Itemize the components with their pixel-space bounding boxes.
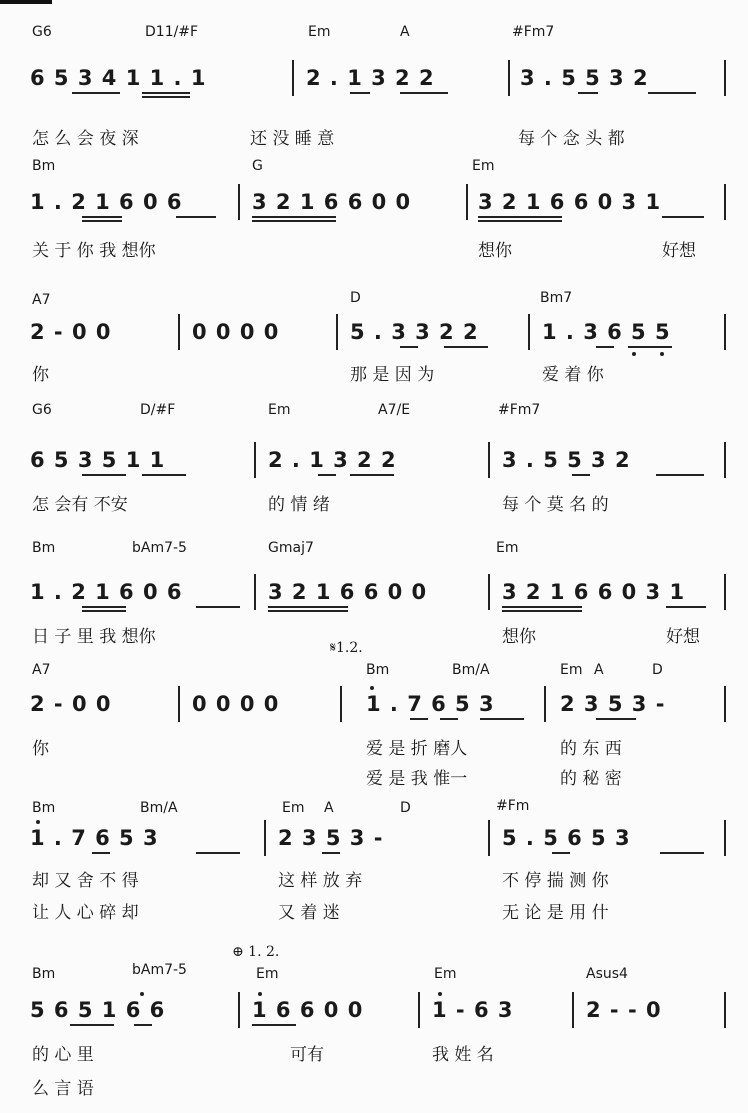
chord-label: Em (560, 662, 583, 678)
chord-label: A (400, 24, 410, 40)
high-octave-dot (140, 992, 144, 996)
measure-notes: 3 2 1 6 6 0 3 1 (502, 580, 686, 604)
bar-line (178, 686, 180, 722)
lyric-line: 日 子 里 我 想你 (32, 627, 156, 647)
bar-line (724, 992, 726, 1028)
note-underline (478, 220, 562, 222)
note-underline (666, 606, 706, 608)
measure-notes: 1 . 2 1 6 0 6 (30, 190, 183, 214)
chord-label: bAm7-5 (132, 540, 187, 556)
bar-line (254, 442, 256, 478)
note-underline (196, 606, 240, 608)
measure-notes: 0 0 0 0 (192, 692, 280, 716)
measure-notes: 2 . 1 3 2 2 (268, 448, 397, 472)
lyric-line: 爱 着 你 (542, 365, 604, 385)
bar-line (724, 820, 726, 856)
note-underline (252, 220, 336, 222)
bar-line (292, 60, 294, 96)
chord-label: D (350, 290, 361, 306)
note-underline (400, 346, 418, 348)
measure-notes: 3 . 5 5 3 2 (520, 66, 649, 90)
measure-notes: 2 . 1 3 2 2 (306, 66, 435, 90)
note-underline (82, 606, 126, 608)
lyric-line: 那 是 因 为 (350, 365, 435, 385)
note-underline (196, 852, 240, 854)
high-octave-dot (438, 992, 442, 996)
lyric-line: 还 没 睡 意 (250, 129, 335, 149)
chord-label: A (594, 662, 604, 678)
measure-notes: 5 6 5 1 6 6 (30, 998, 166, 1022)
chord-label: Gmaj7 (268, 540, 314, 556)
bar-line (508, 60, 510, 96)
note-underline (444, 346, 488, 348)
chord-label: G6 (32, 24, 52, 40)
note-underline (578, 92, 598, 94)
measure-notes: 2 3 5 3 - (278, 826, 384, 850)
lyric-line-verse2: 让 人 心 碎 却 (32, 903, 139, 923)
measure-notes: 0 0 0 0 (192, 320, 280, 344)
chord-label: Bm (32, 800, 56, 816)
bar-line (488, 820, 490, 856)
note-underline (572, 474, 590, 476)
bar-line (724, 314, 726, 350)
bar-line (544, 686, 546, 722)
note-underline (440, 718, 458, 720)
note-underline (502, 606, 582, 608)
chord-label: G (252, 158, 263, 174)
bar-line (724, 686, 726, 722)
note-underline (350, 92, 370, 94)
lyric-line: 却 又 舍 不 得 (32, 871, 139, 891)
note-underline (596, 718, 636, 720)
lyric-line: 不 停 揣 测 你 (502, 871, 609, 891)
chord-label: D (652, 662, 663, 678)
chord-label: #Fm7 (498, 402, 541, 418)
note-underline (72, 92, 120, 94)
bar-line (724, 442, 726, 478)
note-underline (82, 610, 126, 612)
chord-label: D11/#F (145, 24, 199, 40)
chord-label: Bm (366, 662, 390, 678)
lyric-line: 可有 (290, 1045, 324, 1065)
note-underline (350, 474, 394, 476)
note-underline (400, 92, 448, 94)
chord-label: Bm/A (140, 800, 178, 816)
bar-line (466, 184, 468, 220)
note-underline (176, 216, 216, 218)
chord-label: Em (434, 966, 457, 982)
chord-label: Bm (32, 540, 56, 556)
note-underline (268, 610, 348, 612)
chord-label: A7 (32, 662, 51, 678)
lyric-line: 好想 (662, 241, 696, 261)
chord-label: Asus4 (586, 966, 628, 982)
measure-notes: 3 . 5 5 3 2 (502, 448, 631, 472)
high-octave-dot (258, 992, 262, 996)
note-underline (252, 1024, 296, 1026)
note-underline (82, 220, 122, 222)
lyric-line: 的 心 里 (32, 1045, 94, 1065)
chord-label: A7 (32, 292, 51, 308)
bar-line (528, 314, 530, 350)
note-underline (648, 92, 696, 94)
note-underline (502, 610, 582, 612)
bar-line (336, 314, 338, 350)
chord-label: Em (308, 24, 331, 40)
lyric-line: 想你 (502, 627, 536, 647)
measure-notes: 2 - 0 0 (30, 320, 112, 344)
lyric-line: 你 (32, 739, 49, 759)
lyric-line: 的 东 西 (560, 739, 622, 759)
lyric-line-verse2: 么 言 语 (32, 1079, 94, 1099)
measure-notes: 1 - 6 3 (432, 998, 514, 1022)
bar-line (724, 60, 726, 96)
lyric-line: 怎 么 会 夜 深 (32, 129, 139, 149)
bar-line (488, 442, 490, 478)
lyric-line-verse2: 爱 是 我 惟一 (366, 769, 468, 789)
measure-notes: 3 2 1 6 6 0 0 (252, 190, 412, 214)
bar-line (340, 686, 342, 722)
chord-label: G6 (32, 402, 52, 418)
chord-label: A (324, 800, 334, 816)
lyric-line-verse2: 又 着 迷 (278, 903, 340, 923)
chord-label: D (400, 800, 411, 816)
lyric-line: 好想 (666, 627, 700, 647)
lyric-line: 我 姓 名 (432, 1045, 494, 1065)
lyric-line: 想你 (478, 241, 512, 261)
lyric-line-verse2: 的 秘 密 (560, 769, 622, 789)
bar-line (724, 574, 726, 610)
chord-label: Bm7 (540, 290, 573, 306)
bar-line (254, 574, 256, 610)
high-octave-dot (36, 820, 40, 824)
note-underline (656, 474, 704, 476)
note-underline (552, 852, 570, 854)
measure-notes: 1 . 2 1 6 0 6 (30, 580, 183, 604)
note-underline (268, 606, 348, 608)
chord-label: D/#F (140, 402, 176, 418)
note-underline (660, 852, 704, 854)
chord-label: Em (496, 540, 519, 556)
note-underline (410, 718, 428, 720)
measure-notes: 2 - 0 0 (30, 692, 112, 716)
chord-label: #Fm7 (512, 24, 555, 40)
lyric-line: 你 (32, 365, 49, 385)
note-underline (318, 474, 336, 476)
measure-notes: 6 5 3 5 1 1 (30, 448, 166, 472)
bar-line (418, 992, 420, 1028)
lyric-line: 的 情 绪 (268, 495, 330, 515)
measure-notes: 3 2 1 6 6 0 0 (268, 580, 428, 604)
chord-label: Em (282, 800, 305, 816)
low-octave-dot (632, 352, 636, 356)
chord-label: Em (256, 966, 279, 982)
note-underline (134, 1024, 152, 1026)
note-underline (322, 852, 340, 854)
note-underline (596, 346, 614, 348)
measure-notes: 5 . 5 6 5 3 (502, 826, 631, 850)
measure-notes: 1 6 6 0 0 (252, 998, 364, 1022)
high-octave-dot (370, 686, 374, 690)
note-underline (252, 216, 336, 218)
chord-label: Em (268, 402, 291, 418)
chord-label: #Fm (496, 798, 530, 814)
lyric-line: 关 于 你 我 想你 (32, 241, 156, 261)
note-underline (142, 92, 190, 94)
bar-line (488, 574, 490, 610)
lyric-line: 这 样 放 弃 (278, 871, 363, 891)
lyric-line: 每 个 莫 名 的 (502, 495, 609, 515)
lyric-line: 爱 是 折 磨人 (366, 739, 468, 759)
bar-line (724, 184, 726, 220)
bar-line (238, 184, 240, 220)
chord-label: A7/E (378, 402, 411, 418)
lyric-line-verse2: 无 论 是 用 什 (502, 903, 609, 923)
measure-notes: 2 - - 0 (586, 998, 662, 1022)
chord-label: Bm/A (452, 662, 490, 678)
note-underline (478, 216, 562, 218)
measure-notes: 1 . 3 6 5 5 (542, 320, 671, 344)
measure-notes: 3 2 1 6 6 0 3 1 (478, 190, 662, 214)
measure-notes: 2 3 5 3 - (560, 692, 666, 716)
lyric-line: 每 个 念 头 都 (518, 129, 625, 149)
note-underline (142, 474, 186, 476)
bar-line (572, 992, 574, 1028)
low-octave-dot (660, 352, 664, 356)
measure-notes: 1 . 7 6 5 3 (366, 692, 495, 716)
measure-notes: 5 . 3 3 2 2 (350, 320, 479, 344)
note-underline (662, 216, 704, 218)
measure-notes: 6 5 3 4 1 1 . 1 (30, 66, 207, 90)
note-underline (480, 718, 524, 720)
chord-label: bAm7-5 (132, 962, 187, 978)
measure-notes: 1 . 7 6 5 3 (30, 826, 159, 850)
note-underline (142, 96, 190, 98)
note-underline (70, 1024, 114, 1026)
chord-label: Bm (32, 966, 56, 982)
note-underline (628, 346, 672, 348)
bar-line (264, 820, 266, 856)
note-underline (82, 216, 122, 218)
note-underline (82, 474, 126, 476)
chord-label: Bm (32, 158, 56, 174)
segno-mark: 𝄋1.2. (330, 640, 363, 656)
lyric-line: 怎 会有 不安 (32, 495, 128, 515)
bar-line (178, 314, 180, 350)
bar-line (238, 992, 240, 1028)
note-underline (92, 852, 110, 854)
chord-label: Em (472, 158, 495, 174)
coda-mark: ⊕ 1. 2. (232, 944, 280, 960)
